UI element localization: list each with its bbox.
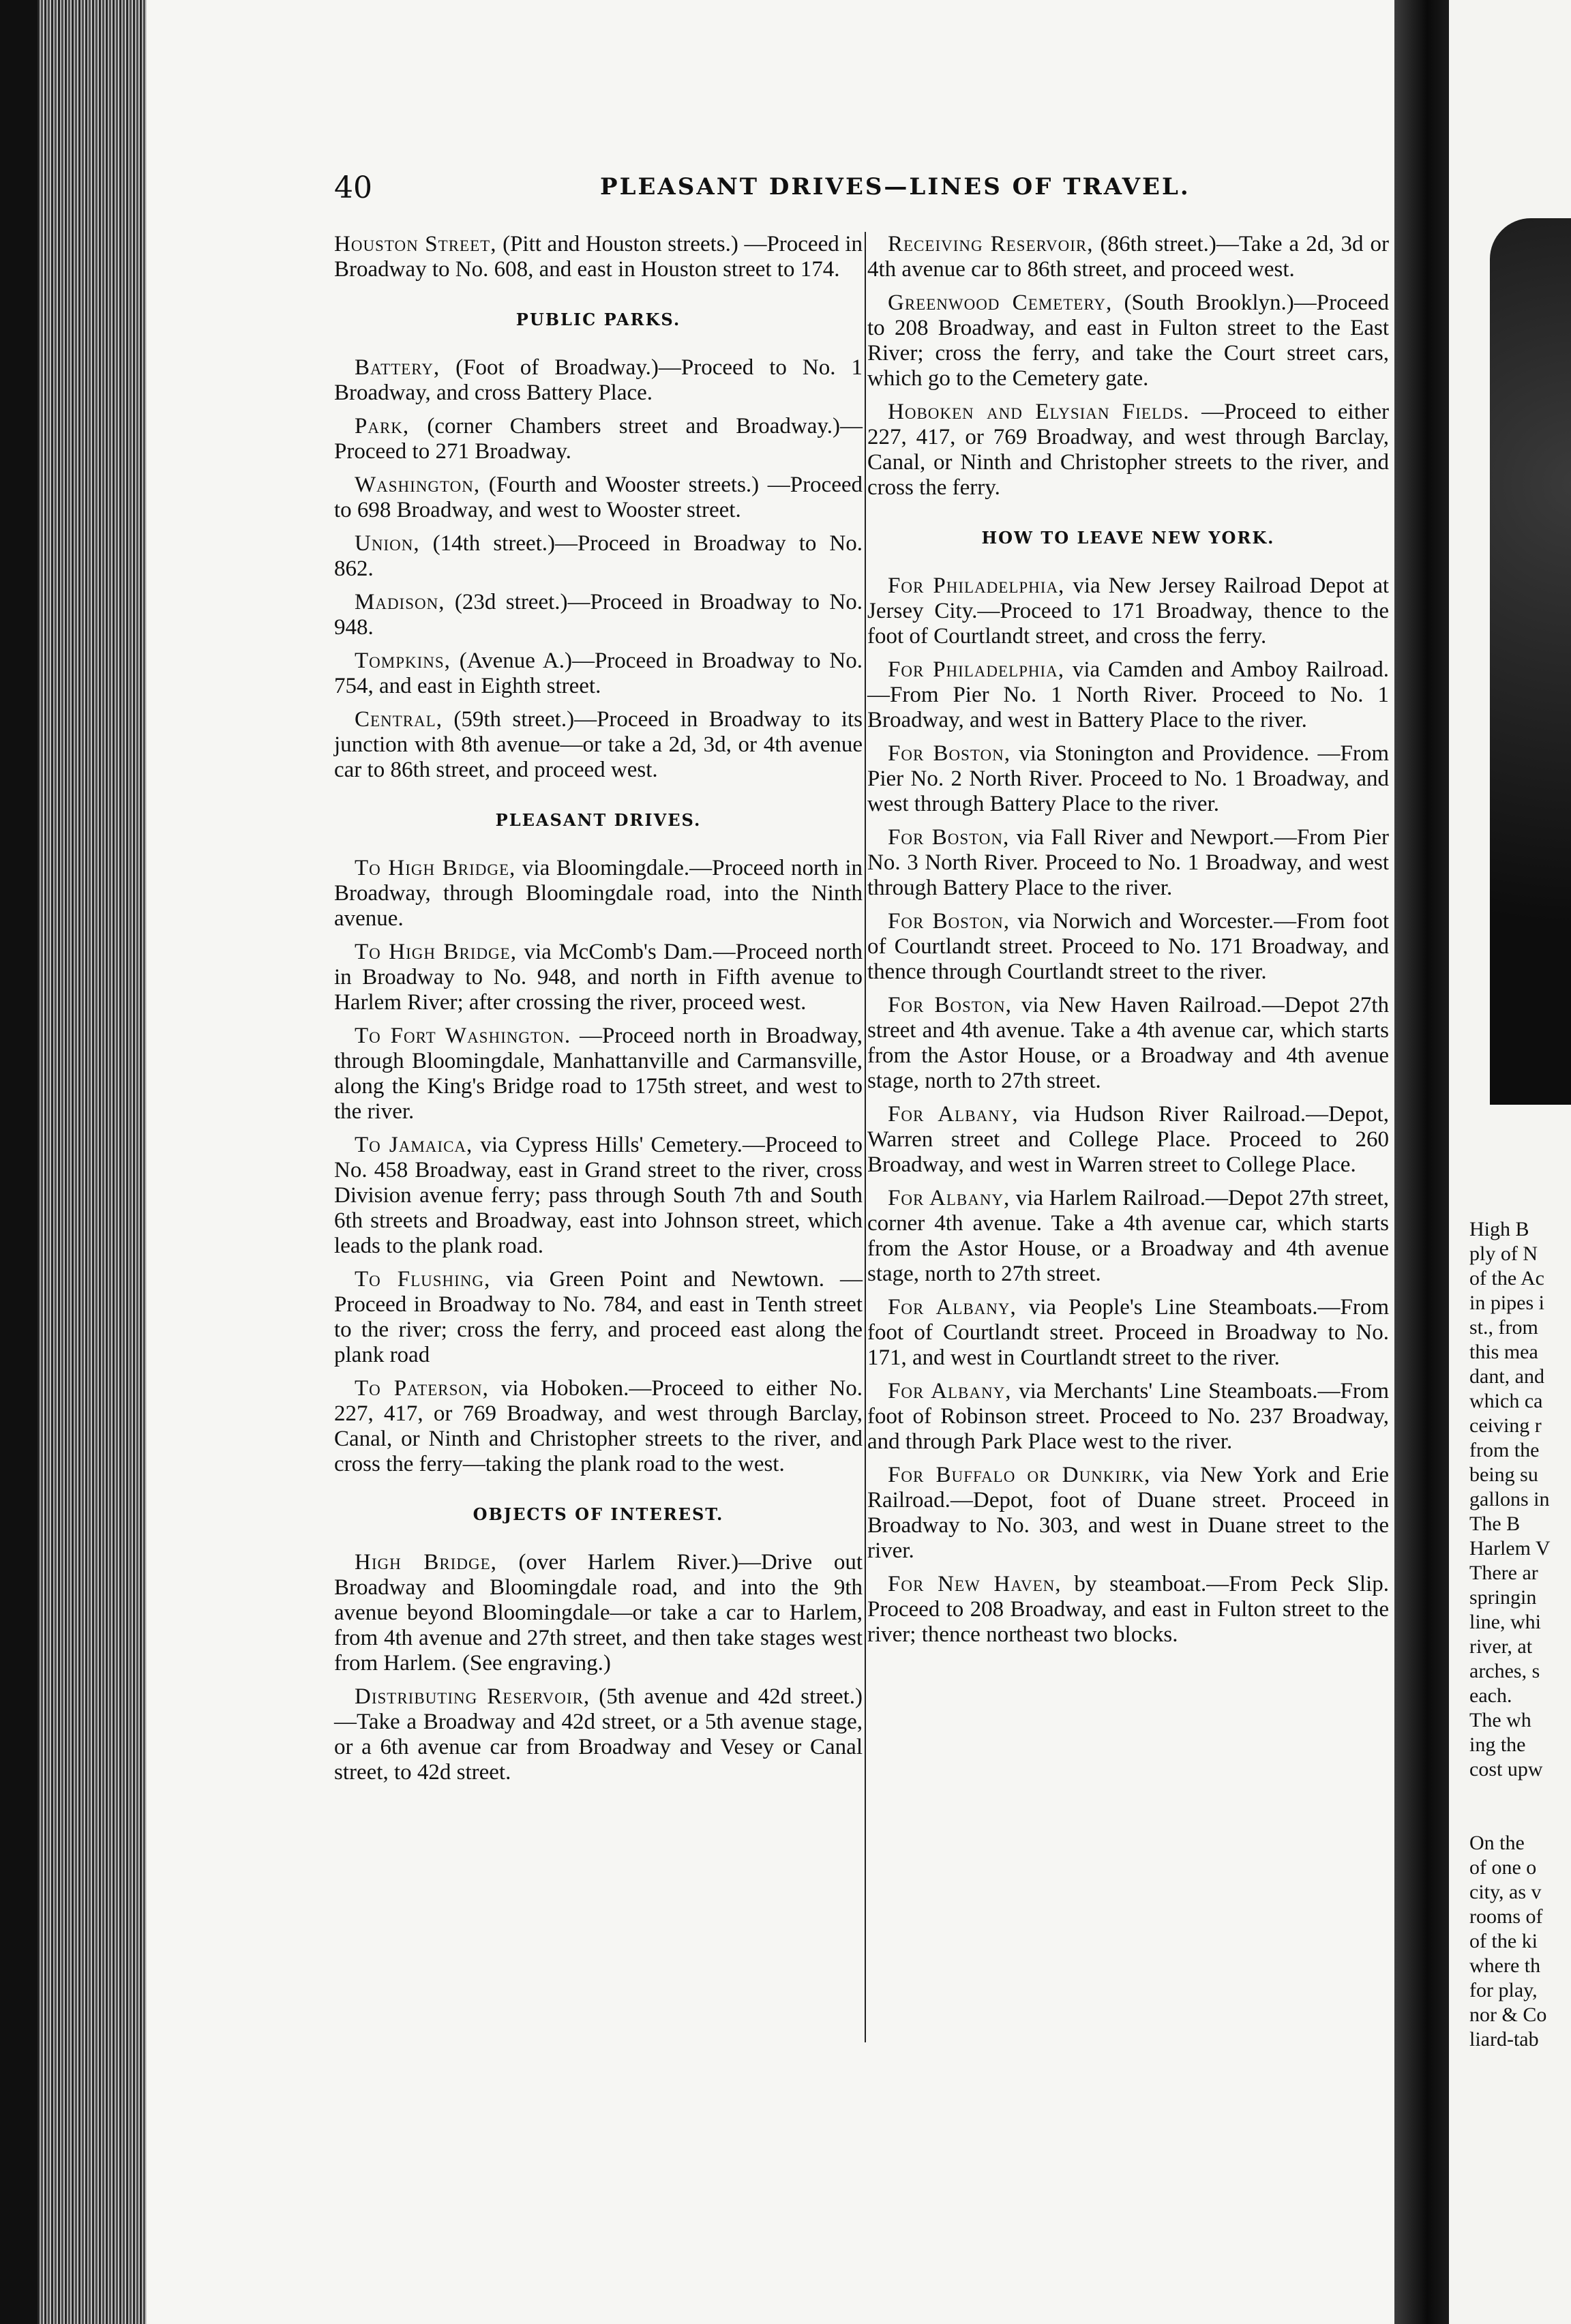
section-heading-objects-of-interest: OBJECTS OF INTEREST. bbox=[473, 1504, 724, 1524]
adjacent-text-fragment: ceiving r bbox=[1469, 1414, 1542, 1437]
adjacent-text-fragment: in pipes i bbox=[1469, 1292, 1544, 1314]
entry-text: (59th street.)—Proceed in Broadway to its junction with 8th avenue—or take a 2d, 3d, or 4th avenue car to 86th street, and proceed west. bbox=[334, 707, 863, 782]
guide-entry bbox=[334, 473, 863, 523]
adjacent-text-fragment: dant, and bbox=[1469, 1365, 1544, 1388]
entry-title: To Flushing, bbox=[355, 1267, 491, 1292]
adjacent-text-fragment: which ca bbox=[1469, 1390, 1543, 1412]
entry-text: via McComb's Dam.—Proceed north in Broadway to No. 948, and north in Fifth avenue to Harlem River; after crossing the river, proceed west. bbox=[334, 940, 863, 1015]
guide-entry bbox=[334, 856, 863, 932]
entry-text: (over Harlem River.)—Drive out Broadway and Bloomingdale road, and into the 9th avenue beyond Bloomingdale—or take a car to Harlem, from 4th avenue and 27th street, and then take stages west from Harlem. (See engraving.) bbox=[334, 1550, 863, 1675]
page-edges bbox=[38, 0, 160, 2324]
guide-entry bbox=[334, 1684, 863, 1785]
guide-entry bbox=[867, 1572, 1389, 1648]
column-divider bbox=[865, 232, 866, 2042]
entry-text: by steamboat.—From Peck Slip. Proceed to 208 Broadway, and east in Fulton street to the river; thence northeast two blocks. bbox=[867, 1572, 1389, 1647]
guide-entry bbox=[334, 531, 863, 582]
adjacent-text-fragment: river, at bbox=[1469, 1635, 1533, 1658]
adjacent-text-fragment: The wh bbox=[1469, 1709, 1531, 1731]
entry-title: Receiving Reservoir, bbox=[888, 232, 1094, 256]
guide-entry bbox=[334, 590, 863, 640]
adjacent-text-fragment: line, whi bbox=[1469, 1611, 1541, 1633]
entry-title: Distributing Reservoir, bbox=[355, 1684, 590, 1709]
adjacent-text-fragment: The B bbox=[1469, 1513, 1521, 1535]
engraving-image bbox=[1490, 218, 1571, 1105]
guide-entry bbox=[867, 909, 1389, 985]
public-parks-list bbox=[334, 355, 863, 783]
entry-title: For Philadelphia, bbox=[888, 657, 1065, 682]
entry-title: For Albany, bbox=[888, 1379, 1012, 1403]
entry-title: Tompkins, bbox=[355, 649, 451, 673]
objects-of-interest-list bbox=[334, 1550, 863, 1785]
guide-entry bbox=[334, 1376, 863, 1477]
entry-text: via People's Line Steamboats.—From foot of Courtlandt street. Proceed in Broadway to No. 171, and west in Courtlandt street to the river. bbox=[867, 1295, 1389, 1370]
entry-text: via Fall River and Newport.—From Pier No. 3 North River. Proceed to No. 1 Broadway, and west through Battery Place to the river. bbox=[867, 825, 1389, 900]
adjacent-text-fragment: city, as v bbox=[1469, 1881, 1542, 1903]
adjacent-text-fragment: from the bbox=[1469, 1439, 1540, 1461]
adjacent-page bbox=[1449, 0, 1571, 2324]
entry-title: For Albany, bbox=[888, 1102, 1019, 1127]
entry-text: (Avenue A.)—Proceed in Broadway to No. 754, and east in Eighth street. bbox=[334, 649, 863, 698]
adjacent-text-fragment: There ar bbox=[1469, 1562, 1538, 1584]
entry-text: (5th avenue and 42d street.)—Take a Broadway and 42d street, or a 5th avenue stage, or a 6th avenue car from Broadway and Vesey or Canal street, to 42d street. bbox=[334, 1684, 863, 1785]
guide-entry bbox=[867, 1379, 1389, 1455]
entry-title: To High Bridge, bbox=[355, 856, 516, 880]
entry-title: For Albany, bbox=[888, 1295, 1017, 1320]
entry-title: Madison, bbox=[355, 590, 445, 614]
right-column bbox=[867, 232, 1389, 1656]
adjacent-text-fragment: ing the bbox=[1469, 1733, 1526, 1756]
pleasant-drives-list bbox=[334, 856, 863, 1477]
guide-entry bbox=[867, 573, 1389, 649]
guide-entry bbox=[867, 993, 1389, 1094]
adjacent-text-fragment: cost upw bbox=[1469, 1758, 1543, 1781]
adjacent-text-fragment: rooms of bbox=[1469, 1905, 1543, 1928]
adjacent-text-fragment: Harlem V bbox=[1469, 1537, 1551, 1560]
entry-title: For Boston, bbox=[888, 825, 1010, 850]
entry-title: Greenwood Cemetery, bbox=[888, 290, 1113, 315]
entry-title: Hoboken and Elysian Fields. bbox=[888, 400, 1190, 424]
guide-entry bbox=[867, 825, 1389, 901]
guide-entry bbox=[334, 1133, 863, 1259]
entry-text: (Foot of Broadway.)—Proceed to No. 1 Broadway, and cross Battery Place. bbox=[334, 355, 863, 405]
guide-entry bbox=[867, 400, 1389, 501]
entry-text: via Hudson River Railroad.—Depot, Warren street and College Place. Proceed to 260 Broadway, and west in Warren street to College Place. bbox=[867, 1102, 1389, 1177]
entry-title: Central, bbox=[355, 707, 443, 732]
entry-text: via Merchants' Line Steamboats.—From foot of Robinson street. Proceed to No. 237 Broadway, and through Park Place west to the river. bbox=[867, 1379, 1389, 1454]
entry-title: For Albany, bbox=[888, 1186, 1011, 1210]
guide-entry bbox=[334, 707, 863, 783]
entry-title: For Boston, bbox=[888, 909, 1011, 934]
entry-text: (Pitt and Houston streets.) —Proceed in Broadway to No. 608, and east in Houston street to 174. bbox=[334, 232, 863, 282]
adjacent-text-fragment: ply of N bbox=[1469, 1242, 1538, 1265]
adjacent-text-fragment: On the bbox=[1469, 1832, 1525, 1854]
guide-entry bbox=[867, 1295, 1389, 1371]
guide-entry bbox=[867, 741, 1389, 817]
adjacent-text-fragment: liard-tab bbox=[1469, 2028, 1539, 2051]
entry-text: via Norwich and Worcester.—From foot of Courtlandt street. Proceed to No. 171 Broadway, and thence through Courtlandt street to the river. bbox=[867, 909, 1389, 984]
entry-text: (corner Chambers street and Broadway.)—Proceed to 271 Broadway. bbox=[334, 414, 863, 464]
adjacent-text-fragment: springin bbox=[1469, 1586, 1537, 1609]
entry-text: (86th street.)—Take a 2d, 3d or 4th avenue car to 86th street, and proceed west. bbox=[867, 232, 1390, 282]
entry-text: via Green Point and Newtown. —Proceed in Broadway to No. 784, and east in Tenth street to the river; cross the ferry, and proceed east along the plank road bbox=[334, 1267, 863, 1367]
entry-text: via Hoboken.—Proceed to either No. 227, 417, or 769 Broadway, and west through Barclay, Canal, or Ninth and Christopher streets to the river, and cross the ferry—taking the plank road to the west. bbox=[334, 1376, 863, 1476]
guide-entry bbox=[867, 290, 1389, 391]
entry-text: via New Jersey Railroad Depot at Jersey City.—Proceed to 171 Broadway, thence to the foot of Courtlandt street, and cross the ferry. bbox=[867, 573, 1390, 649]
entry-title: For Boston, bbox=[888, 741, 1011, 766]
adjacent-text-fragment: of one o bbox=[1469, 1856, 1537, 1879]
adjacent-text-fragment: st., from bbox=[1469, 1316, 1538, 1339]
guide-entry bbox=[334, 649, 863, 699]
guide-entry bbox=[334, 940, 863, 1015]
left-column bbox=[334, 232, 863, 1793]
entry-title: For Buffalo or Dunkirk, bbox=[888, 1463, 1151, 1487]
running-title: PLEASANT DRIVES—LINES OF TRAVEL. bbox=[600, 173, 1191, 200]
entry-title: High Bridge, bbox=[355, 1550, 497, 1575]
page-number: 40 bbox=[334, 170, 372, 205]
guide-entry bbox=[867, 657, 1389, 733]
intro-entry bbox=[334, 232, 863, 282]
entry-text: via Cypress Hills' Cemetery.—Proceed to No. 458 Broadway, east in Grand street to the river, cross Division avenue ferry; pass through South 7th and South 6th streets and Broadway, east into Johnson street, which leads to the plank road. bbox=[334, 1133, 863, 1258]
adjacent-text-fragment: where th bbox=[1469, 1954, 1541, 1977]
guide-entry bbox=[867, 1102, 1389, 1178]
entry-title: For New Haven, bbox=[888, 1572, 1062, 1596]
adjacent-text-fragment: of the Ac bbox=[1469, 1267, 1544, 1290]
guide-entry bbox=[867, 1186, 1389, 1287]
adjacent-text-fragment: this mea bbox=[1469, 1341, 1538, 1363]
entry-text: via New Haven Railroad.—Depot 27th street and 4th avenue. Take a 4th avenue car, which starts from the Astor House, or a Broadway and 4th avenue stage, north to 27th street. bbox=[867, 993, 1389, 1093]
entry-text: (14th street.)—Proceed in Broadway to No. 862. bbox=[334, 531, 863, 581]
adjacent-text-fragment: gallons in bbox=[1469, 1488, 1550, 1510]
adjacent-text-fragment: High B bbox=[1469, 1218, 1529, 1240]
entry-title: To Paterson, bbox=[355, 1376, 489, 1401]
section-heading-public-parks: PUBLIC PARKS. bbox=[515, 310, 681, 329]
adjacent-text-fragment: arches, s bbox=[1469, 1660, 1540, 1682]
adjacent-text-fragment: each. bbox=[1469, 1684, 1512, 1707]
entry-title: For Boston, bbox=[888, 993, 1012, 1017]
entry-text: —Proceed to either 227, 417, or 769 Broadway, and west through Barclay, Canal, or Ninth and Christopher streets to the river, and cross the ferry. bbox=[867, 400, 1389, 500]
section-heading-pleasant-drives: PLEASANT DRIVES. bbox=[495, 810, 702, 830]
entry-text: via Bloomingdale.—Proceed north in Broadway, through Bloomingdale road, into the Ninth avenue. bbox=[334, 856, 863, 931]
guide-entry bbox=[867, 232, 1389, 282]
entry-text: (South Brooklyn.)—Proceed to 208 Broadway, and east in Fulton street to the East River; cross the ferry, and take the Court street cars, which go to the Cemetery gate. bbox=[867, 290, 1390, 391]
guide-entry bbox=[334, 1267, 863, 1368]
entry-title: For Philadelphia, bbox=[888, 573, 1065, 598]
entry-text: via Camden and Amboy Railroad.—From Pier No. 1 North River. Proceed to No. 1 Broadway, and west in Battery Place to the river. bbox=[867, 657, 1389, 732]
entry-title: To High Bridge, bbox=[355, 940, 517, 964]
entry-title: Houston Street, bbox=[334, 232, 497, 256]
guide-entry bbox=[334, 1024, 863, 1124]
entry-title: Union, bbox=[355, 531, 420, 556]
adjacent-text-fragment: of the ki bbox=[1469, 1930, 1538, 1952]
entry-title: Battery, bbox=[355, 355, 440, 380]
adjacent-text-fragment: being su bbox=[1469, 1463, 1538, 1486]
guide-entry bbox=[334, 1550, 863, 1676]
entry-title: Park, bbox=[355, 414, 410, 438]
entry-text: via Harlem Railroad.—Depot 27th street, corner 4th avenue. Take a 4th avenue car, which starts from the Astor House, or a Broadway and 4th avenue stage, north to 27th street. bbox=[867, 1186, 1389, 1286]
guide-entry bbox=[867, 1463, 1389, 1564]
guide-entry bbox=[334, 355, 863, 406]
how-to-leave-list bbox=[867, 573, 1389, 1648]
book-gutter bbox=[1394, 0, 1449, 2324]
entry-title: Washington, bbox=[355, 473, 481, 497]
entry-text: (23d street.)—Proceed in Broadway to No. 948. bbox=[334, 590, 863, 640]
entry-text: —Proceed north in Broadway, through Bloomingdale, Manhattanville and Carmansville, along the King's Bridge road to 175th street, and west to the river. bbox=[334, 1024, 863, 1124]
continued-entries-list bbox=[867, 232, 1389, 501]
adjacent-text-fragment: for play, bbox=[1469, 1979, 1538, 2001]
entry-text: via Stonington and Providence. —From Pier No. 2 North River. Proceed to No. 1 Broadway, and west through Battery Place to the river. bbox=[867, 741, 1389, 816]
section-heading-how-to-leave: HOW TO LEAVE NEW YORK. bbox=[981, 528, 1275, 548]
adjacent-text-fragment: nor & Co bbox=[1469, 2003, 1547, 2026]
entry-text: via New York and Erie Railroad.—Depot, foot of Duane street. Proceed in Broadway to No. 303, and west in Duane street to the river. bbox=[867, 1463, 1389, 1563]
page-header bbox=[184, 170, 1191, 225]
entry-text: (Fourth and Wooster streets.) —Proceed to 698 Broadway, and west to Wooster street. bbox=[334, 473, 863, 522]
entry-title: To Fort Washington. bbox=[355, 1024, 571, 1048]
entry-title: To Jamaica, bbox=[355, 1133, 473, 1157]
guide-entry bbox=[334, 414, 863, 464]
